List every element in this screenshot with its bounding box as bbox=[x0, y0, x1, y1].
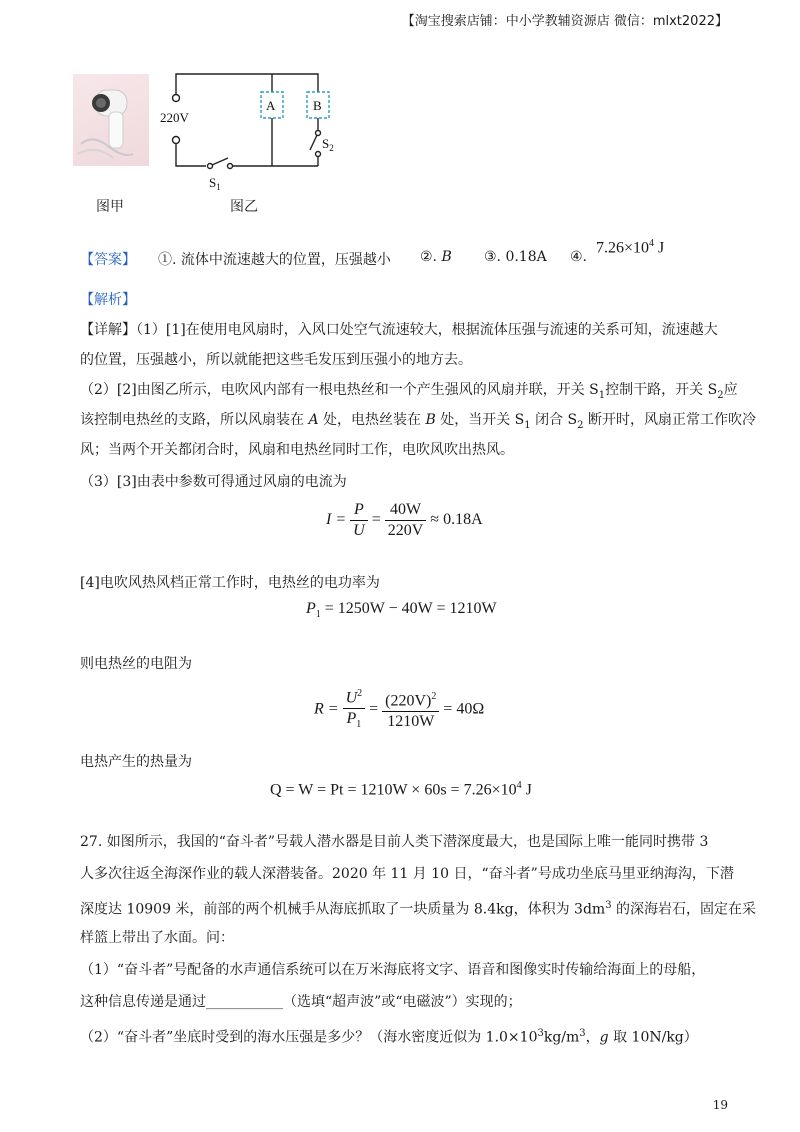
figure-right-caption: 图乙 bbox=[230, 199, 258, 215]
switch-1-sub: 1 bbox=[216, 182, 221, 192]
hair-dryer-photo bbox=[73, 74, 149, 166]
voltage-label: 220V bbox=[160, 110, 189, 125]
analysis-p2-line2: 该控制电热丝的支路，所以风扇装在 A 处，电热丝装在 B 处，当开关 $S_1$ 闭合 $S_2$ 断开时，风扇正常工作吹冷 bbox=[80, 412, 756, 431]
answer-blank[interactable]: ___________ bbox=[206, 994, 283, 1010]
answer-item-4-value: $7.26\times 10^4$ J bbox=[596, 238, 665, 257]
q27-line5: （1）“奋斗者”号配备的水声通信系统可以在万米海底将文字、语音和图像实时传输给海面上的母船， bbox=[80, 962, 706, 978]
analysis-p1-line1: 【详解】（1）[1]在使用电风扇时，入风口处空气流速较大，根据流体压强与流速的关系可知，流速越大 bbox=[80, 322, 718, 338]
figure-left-caption: 图甲 bbox=[96, 199, 124, 215]
q27-line6: 这种信息传递是通过___________（选填“超声波”或“电磁波”）实现的； bbox=[80, 994, 522, 1010]
analysis-p4: [4]电吹风热风档正常工作时，电热丝的电功率为 bbox=[80, 575, 380, 591]
equation-heat: $Q = W = Pt = 1210W \times 60s = 7.26\times 10^4$ J bbox=[270, 780, 532, 799]
switch-2-sub: 2 bbox=[329, 143, 334, 153]
answer-item-4-label: ④. bbox=[570, 249, 588, 265]
svg-text:S1 bbox=[209, 175, 221, 192]
analysis-tag: 【解析】 bbox=[80, 292, 136, 308]
analysis-p1-line2: 的位置，压强越小，所以就能把这些毛发压到压强小的地方去。 bbox=[80, 352, 472, 368]
equation-current: I = $\frac{P}{U}$ = $\frac{40W}{220V}$ ≈ 0.18A bbox=[326, 501, 483, 539]
page-number: 19 bbox=[712, 1098, 728, 1112]
q27-line2: 人多次往返全海深作业的载人深潜装备。2020 年 11 月 10 日，“奋斗者”号成功坐底马里亚纳海沟，下潜 bbox=[80, 866, 734, 882]
box-b-label: B bbox=[313, 98, 322, 113]
analysis-p3-line1: （3）[3]由表中参数可得通过风扇的电流为 bbox=[80, 474, 347, 490]
q27-line4: 样篮上带出了水面。问： bbox=[80, 930, 234, 946]
q27-line7: （2）“奋斗者”坐底时受到的海水压强是多少？（海水密度近似为 $1.0\times 10^3kg/m^3$，g 取 10N/kg） bbox=[80, 1028, 698, 1046]
q27-line1: 27. 如图所示，我国的“奋斗者”号载人潜水器是目前人类下潜深度最大，也是国际上唯一能同时携带 3 bbox=[80, 834, 709, 850]
circuit-diagram bbox=[160, 64, 360, 194]
analysis-p5: 则电热丝的电阻为 bbox=[80, 656, 192, 672]
q27-line3: 深度达 10909 米，前部的两个机械手从海底抓取了一块质量为 8.4kg，体积为 $3dm^3$ 的深海岩石，固定在采 bbox=[80, 900, 757, 918]
switch-2-label: S bbox=[322, 136, 330, 151]
equation-resistance: R = $\frac{U^2}{P_1}$ = $\frac{(220V)^2}{1210W}$ = 40Ω bbox=[314, 684, 484, 736]
equation-heater-power: $P_1 = 1250W - 40W = 1210W$ bbox=[306, 600, 497, 621]
switch-1-label: S bbox=[209, 175, 217, 190]
analysis-p6: 电热产生的热量为 bbox=[80, 754, 192, 770]
answer-item-1: ①. 流体中流速越大的位置，压强越小 bbox=[158, 252, 391, 268]
answer-item-3: ③. 0.18A bbox=[484, 249, 547, 265]
analysis-p2-line1: （2）[2]由图乙所示，电吹风内部有一根电热丝和一个产生强风的风扇并联，开关 $S_1$控制干路，开关 $S_2$应 bbox=[80, 382, 738, 401]
header-shop-info: 【淘宝搜索店铺：中小学教辅资源店 微信：mlxt2022】 bbox=[401, 14, 728, 29]
answer-tag: 【答案】 bbox=[80, 252, 136, 268]
answer-item-2: ②. B bbox=[420, 249, 452, 265]
analysis-p2-line3: 风；当两个开关都闭合时，风扇和电热丝同时工作，电吹风吹出热风。 bbox=[80, 442, 514, 458]
svg-text:S2 bbox=[322, 136, 334, 153]
box-a-label: A bbox=[266, 98, 276, 113]
